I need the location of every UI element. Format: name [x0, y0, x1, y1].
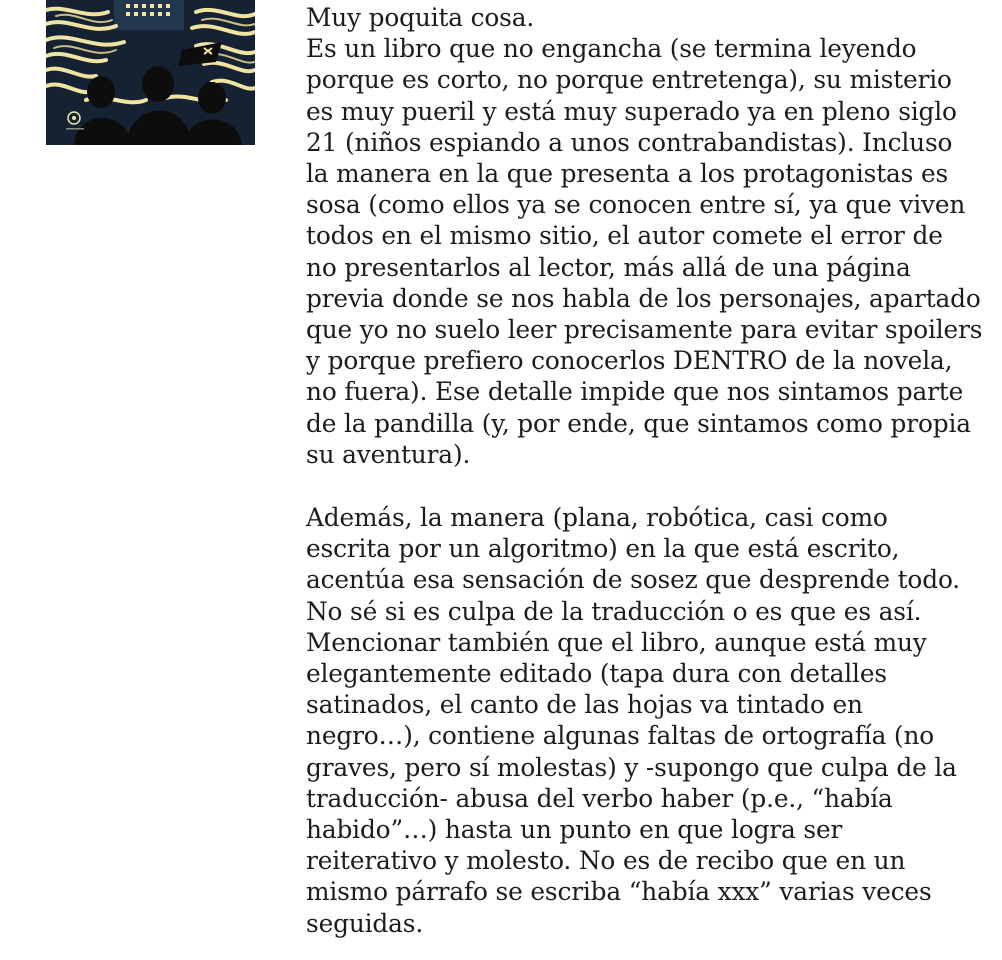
text-line: traducción- abusa del verbo haber (p.e., “había [306, 783, 893, 813]
book-cover-illustration-icon [46, 0, 255, 145]
text-line: satinados, el canto de las hojas va tintado en [306, 690, 863, 720]
text-line: porque es corto, no porque entretenga), su misterio [306, 65, 952, 95]
text-line: habido”…) hasta un punto en que logra ser [306, 815, 843, 845]
text-line: elegantemente editado (tapa dura con detalles [306, 659, 887, 689]
text-line: No sé si es culpa de la traducción o es que es así. [306, 596, 922, 626]
text-line: Muy poquita cosa. [306, 3, 535, 32]
text-line: sosa (como ellos ya se conocen entre sí, ya que viven [306, 190, 966, 220]
text-line: la manera en la que presenta a los protagonistas es [306, 159, 949, 189]
text-line: Mencionar también que el libro, aunque está muy [306, 627, 927, 657]
text-line: negro…), contiene algunas faltas de ortografía (no [306, 721, 935, 751]
text-line: previa donde se nos habla de los personajes, apartado [306, 283, 981, 313]
text-line: seguidas. [306, 908, 424, 938]
text-line: es muy pueril y está muy superado ya en pleno siglo [306, 96, 957, 126]
book-cover-image [46, 0, 255, 145]
text-line: Es un libro que no engancha (se termina leyendo [306, 34, 917, 64]
text-line: graves, pero sí molestas) y -supongo que culpa de la [306, 752, 957, 782]
text-line: reiterativo y molesto. No es de recibo que en un [306, 846, 906, 876]
review-paragraph-1 [306, 2, 983, 470]
review-paragraph-2 [306, 502, 966, 939]
text-line: mismo párrafo se escriba “había xxx” varias veces [306, 877, 932, 907]
text-line: y porque prefiero conocerlos DENTRO de la novela, [306, 346, 953, 376]
review-text [306, 2, 983, 939]
text-line: de la pandilla (y, por ende, que sintamos como propia [306, 408, 971, 438]
text-line: todos en el mismo sitio, el autor comete el error de [306, 221, 943, 251]
text-line: su aventura). [306, 439, 471, 469]
text-line: que yo no suelo leer precisamente para evitar spoilers [306, 315, 983, 345]
text-line: no presentarlos al lector, más allá de una página [306, 252, 911, 282]
text-line: no fuera). Ese detalle impide que nos sintamos parte [306, 377, 964, 407]
text-line: escrita por un algoritmo) en la que está escrito, [306, 534, 900, 564]
text-line: Además, la manera (plana, robótica, casi como [306, 503, 888, 533]
text-line: acentúa esa sensación de sosez que desprende todo. [306, 565, 961, 595]
text-line: 21 (niños espiando a unos contrabandistas). Incluso [306, 127, 953, 157]
